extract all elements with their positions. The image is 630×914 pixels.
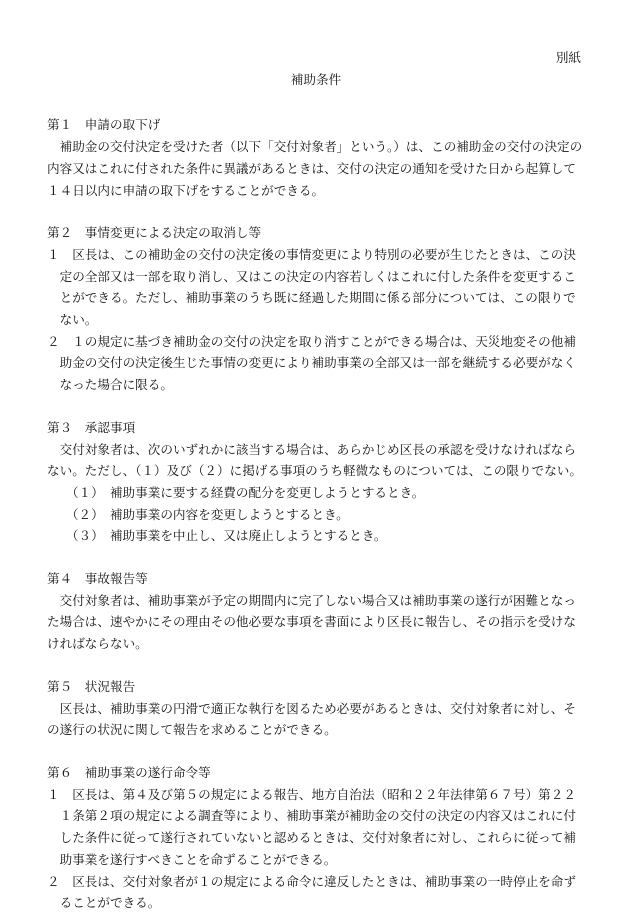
section-heading: 第２ 事情変更による決定の取消し等 <box>47 225 262 241</box>
section-3 <box>47 417 585 547</box>
section-paragraph: 交付対象者は、補助事業が予定の期間内に完了しない場合又は補助事業の遂行が困難となった場合は、速やかにその理由その他必要な事項を書面により区長に報告し、その指示を受けなければならない。 <box>47 592 576 652</box>
section-heading: 第５ 状況報告 <box>47 678 136 694</box>
section-heading: 第１ 申請の取下げ <box>47 117 161 133</box>
section-paragraph: 交付対象者は、次のいずれかに該当する場合は、あらかじめ区長の承認を受けなければならない。ただし、（１）及び（２）に掲げる事項のうち軽微なものについては、この限りでない。 <box>47 441 582 479</box>
section-5 <box>47 676 585 741</box>
section-heading: 第６ 補助事業の遂行命令等 <box>47 764 211 780</box>
section-1 <box>47 114 585 201</box>
section-heading: 第４ 事故報告等 <box>47 571 148 587</box>
section-6 <box>47 762 585 914</box>
section-heading: 第３ 承認事項 <box>47 419 136 435</box>
sub-list-item: （２） 補助事業の内容を変更しようとするとき。 <box>65 506 349 522</box>
section-4 <box>47 568 585 655</box>
section-paragraph: 区長は、補助事業の円滑で適正な執行を図るため必要があるときは、交付対象者に対し、その遂行の状況に関して報告を求めることができる。 <box>47 700 576 738</box>
sub-list-item: （３） 補助事業を中止し、又は廃止しようとするとき。 <box>65 528 387 544</box>
document-page <box>47 47 585 914</box>
document-title: 補助条件 <box>290 71 342 87</box>
section-2 <box>47 222 585 396</box>
sub-list-item: （１） 補助事業に要する経費の配分を変更しようとするとき。 <box>65 484 425 500</box>
appendix-label: 別紙 <box>555 50 581 65</box>
list-item: １ 区長は、この補助金の交付の決定後の事情変更により特別の必要が生じたときは、この決定の全部又は一部を取り消し、又はこの決定の内容若しくはこれに付した条件を変更することができる。ただし、補助事業のうち既に経過した期間に係る部分については、この限りでない。 <box>47 246 576 328</box>
list-item: ２ １の規定に基づき補助金の交付の決定を取り消すことができる場合は、天災地変その他補助金の交付の決定後生じた事情の変更により補助事業の全部又は一部を継続する必要がなくなった場合に限る。 <box>47 333 576 393</box>
list-item: １ 区長は、第４及び第５の規定による報告、地方自治法（昭和２２年法律第６７号）第２２１条第２項の規定による調査等により、補助事業が補助金の交付の決定の内容又はこれに付した条件に従って遂行されていないと認めるときは、交付対象者に対し、これらに従って補助事業を遂行すべきことを命ずることができる。 <box>47 786 576 867</box>
section-paragraph: 補助金の交付決定を受けた者（以下「交付対象者」という。）は、この補助金の交付の決定の内容又はこれに付された条件に異議があるときは、交付の決定の通知を受けた日から起算して１４日以内に申請の取下げをすることができる。 <box>47 139 583 198</box>
list-item: ２ 区長は、交付対象者が１の規定による命令に違反したときは、補助事業の一時停止を命ずることができる。 <box>47 873 576 911</box>
